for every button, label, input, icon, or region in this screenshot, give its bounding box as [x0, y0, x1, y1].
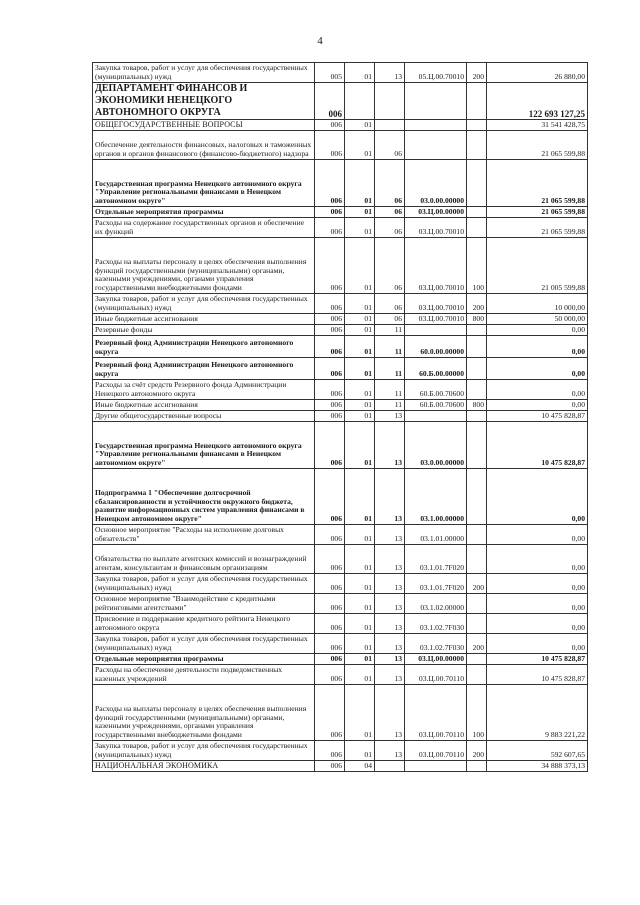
expense-type-cell: 800 [467, 400, 487, 411]
amount-cell: 0,00 [487, 325, 588, 336]
ved-code-cell: 006 [315, 336, 345, 358]
amount-cell: 0,00 [487, 400, 588, 411]
row-name-cell: Иные бюджетные ассигнования [93, 400, 315, 411]
table-row [93, 614, 588, 634]
amount-cell: 10 475 828,87 [487, 654, 588, 665]
amount-cell: 50 000,00 [487, 314, 588, 325]
ved-code-cell: 006 [315, 685, 345, 741]
ved-code-cell: 006 [315, 120, 345, 131]
table-row [93, 422, 588, 469]
amount-cell: 34 888 373,13 [487, 761, 588, 772]
section-code-cell: 01 [345, 685, 375, 741]
expense-type-cell [467, 594, 487, 614]
target-article-cell: 03.Ц.00.70110 [405, 685, 467, 741]
table-row [93, 545, 588, 574]
table-row [93, 325, 588, 336]
section-code-cell [345, 83, 375, 120]
ved-code-cell: 006 [315, 207, 345, 218]
target-article-cell: 03.0.00.00000 [405, 422, 467, 469]
ved-code-cell: 006 [315, 469, 345, 525]
row-name-cell: Резервные фонды [93, 325, 315, 336]
section-code-cell: 01 [345, 525, 375, 545]
amount-cell: 0,00 [487, 380, 588, 400]
amount-cell: 0,00 [487, 525, 588, 545]
target-article-cell: 03.Ц.00.00000 [405, 654, 467, 665]
expense-type-cell [467, 422, 487, 469]
expense-type-cell [467, 358, 487, 380]
expense-type-cell: 800 [467, 314, 487, 325]
table-row [93, 294, 588, 314]
target-article-cell: 03.1.00.00000 [405, 469, 467, 525]
target-article-cell: 03.1.02.7F030 [405, 614, 467, 634]
row-name-cell: Обязательства по выплате агентских комиссий и вознаграждений агентам, консультантам и финансовым организациям [93, 545, 315, 574]
row-name-cell: Основное мероприятие "Расходы на исполнение долговых обязательств" [93, 525, 315, 545]
row-name-cell: Резервный фонд Администрации Ненецкого автономного округа [93, 358, 315, 380]
row-name-cell: ДЕПАРТАМЕНТ ФИНАНСОВ И ЭКОНОМИКИ НЕНЕЦКОГО АВТОНОМНОГО ОКРУГА [93, 83, 315, 120]
row-name-cell: Другие общегосударственные вопросы [93, 411, 315, 422]
table-row [93, 218, 588, 238]
table-row [93, 525, 588, 545]
table-row [93, 83, 588, 120]
target-article-cell [405, 83, 467, 120]
ved-code-cell: 006 [315, 358, 345, 380]
amount-cell: 10 000,00 [487, 294, 588, 314]
table-row [93, 665, 588, 685]
amount-cell: 21 065 599,88 [487, 207, 588, 218]
subsection-code-cell: 06 [375, 131, 405, 160]
expense-type-cell [467, 218, 487, 238]
row-name-cell: Государственная программа Ненецкого автономного округа "Управление региональными финансами в Ненецком автономном округе" [93, 160, 315, 207]
subsection-code-cell: 13 [375, 685, 405, 741]
expense-type-cell [467, 665, 487, 685]
section-code-cell: 01 [345, 63, 375, 83]
target-article-cell: 60.Б.00.70600 [405, 400, 467, 411]
amount-cell: 21 005 599,88 [487, 238, 588, 294]
section-code-cell: 01 [345, 131, 375, 160]
row-name-cell: Государственная программа Ненецкого автономного округа "Управление региональными финансами в Ненецком автономном округе" [93, 422, 315, 469]
subsection-code-cell: 06 [375, 294, 405, 314]
target-article-cell: 03.Ц.00.00000 [405, 207, 467, 218]
table-row [93, 741, 588, 761]
subsection-code-cell: 13 [375, 654, 405, 665]
expense-type-cell: 100 [467, 685, 487, 741]
subsection-code-cell: 13 [375, 525, 405, 545]
expense-type-cell [467, 207, 487, 218]
row-name-cell: Закупка товаров, работ и услуг для обеспечения государственных (муниципальных) нужд [93, 574, 315, 594]
section-code-cell: 01 [345, 325, 375, 336]
target-article-cell: 60.Б.00.00000 [405, 358, 467, 380]
expense-type-cell [467, 325, 487, 336]
amount-cell: 122 693 127,25 [487, 83, 588, 120]
subsection-code-cell: 06 [375, 218, 405, 238]
table-row [93, 411, 588, 422]
amount-cell: 10 475 828,87 [487, 422, 588, 469]
table-row [93, 400, 588, 411]
section-code-cell: 01 [345, 160, 375, 207]
section-code-cell: 01 [345, 594, 375, 614]
ved-code-cell: 006 [315, 614, 345, 634]
section-code-cell: 01 [345, 358, 375, 380]
subsection-code-cell: 13 [375, 634, 405, 654]
table-row [93, 336, 588, 358]
target-article-cell: 03.1.02.7F030 [405, 634, 467, 654]
section-code-cell: 01 [345, 634, 375, 654]
target-article-cell: 05.Ц.00.70010 [405, 63, 467, 83]
ved-code-cell: 006 [315, 238, 345, 294]
amount-cell: 0,00 [487, 336, 588, 358]
expense-type-cell [467, 614, 487, 634]
section-code-cell: 01 [345, 120, 375, 131]
row-name-cell: Расходы на обеспечение деятельности подведомственных казенных учреждений [93, 665, 315, 685]
section-code-cell: 01 [345, 545, 375, 574]
target-article-cell: 03.Ц.00.70110 [405, 741, 467, 761]
section-code-cell: 01 [345, 469, 375, 525]
amount-cell: 26 880,00 [487, 63, 588, 83]
ved-code-cell: 006 [315, 741, 345, 761]
section-code-cell: 01 [345, 314, 375, 325]
ved-code-cell: 006 [315, 131, 345, 160]
expense-type-cell [467, 120, 487, 131]
ved-code-cell: 006 [315, 325, 345, 336]
amount-cell: 10 475 828,87 [487, 665, 588, 685]
target-article-cell [405, 761, 467, 772]
target-article-cell: 03.1.01.7F020 [405, 574, 467, 594]
ved-code-cell: 006 [315, 594, 345, 614]
table-row [93, 685, 588, 741]
target-article-cell [405, 131, 467, 160]
table-row [93, 380, 588, 400]
amount-cell: 9 883 221,22 [487, 685, 588, 741]
target-article-cell [405, 325, 467, 336]
table-row [93, 120, 588, 131]
amount-cell: 0,00 [487, 545, 588, 574]
table-row [93, 761, 588, 772]
table-row [93, 574, 588, 594]
page-number: 4 [317, 35, 323, 47]
section-code-cell: 01 [345, 207, 375, 218]
expense-type-cell [467, 654, 487, 665]
amount-cell: 0,00 [487, 634, 588, 654]
target-article-cell: 03.Ц.00.70010 [405, 218, 467, 238]
ved-code-cell: 006 [315, 380, 345, 400]
amount-cell: 0,00 [487, 594, 588, 614]
row-name-cell: Отдельные мероприятия программы [93, 207, 315, 218]
subsection-code-cell: 11 [375, 400, 405, 411]
table-row [93, 654, 588, 665]
row-name-cell: ОБЩЕГОСУДАРСТВЕННЫЕ ВОПРОСЫ [93, 120, 315, 131]
row-name-cell: Расходы на выплаты персоналу в целях обеспечения выполнения функций государственными (муниципальными) органами, казенными учреждениями, органами управления государственными внебюджетными фондами [93, 238, 315, 294]
row-name-cell: Основное мероприятие "Взаимодействие с кредитными рейтинговыми агентствами" [93, 594, 315, 614]
subsection-code-cell [375, 83, 405, 120]
amount-cell: 10 475 828,87 [487, 411, 588, 422]
ved-code-cell: 006 [315, 525, 345, 545]
row-name-cell: Подпрограмма 1 "Обеспечение долгосрочной сбалансированности и устойчивости окружного бюджета, развитие информационных систем управления финансами в Ненецком автономном округе" [93, 469, 315, 525]
expense-type-cell: 100 [467, 238, 487, 294]
expense-type-cell [467, 525, 487, 545]
expense-type-cell [467, 761, 487, 772]
row-name-cell: Иные бюджетные ассигнования [93, 314, 315, 325]
section-code-cell: 01 [345, 218, 375, 238]
amount-cell: 21 065 599,88 [487, 160, 588, 207]
ved-code-cell: 006 [315, 411, 345, 422]
amount-cell: 592 607,65 [487, 741, 588, 761]
subsection-code-cell: 11 [375, 380, 405, 400]
ved-code-cell: 006 [315, 665, 345, 685]
target-article-cell: 03.1.01.7F020 [405, 545, 467, 574]
ved-code-cell: 006 [315, 400, 345, 411]
subsection-code-cell: 13 [375, 665, 405, 685]
row-name-cell: Обеспечение деятельности финансовых, налоговых и таможенных органов и органов финансового (финансово-бюджетного) надзора [93, 131, 315, 160]
expense-type-cell [467, 131, 487, 160]
section-code-cell: 01 [345, 294, 375, 314]
target-article-cell: 03.0.00.00000 [405, 160, 467, 207]
ved-code-cell: 006 [315, 634, 345, 654]
ved-code-cell: 006 [315, 218, 345, 238]
expense-type-cell [467, 160, 487, 207]
amount-cell: 0,00 [487, 574, 588, 594]
table-row [93, 634, 588, 654]
amount-cell: 0,00 [487, 358, 588, 380]
section-code-cell: 01 [345, 238, 375, 294]
expense-type-cell: 200 [467, 634, 487, 654]
target-article-cell: 03.1.02.00000 [405, 594, 467, 614]
target-article-cell: 60.Б.00.70600 [405, 380, 467, 400]
ved-code-cell: 006 [315, 422, 345, 469]
row-name-cell: Расходы на выплаты персоналу в целях обеспечения выполнения функций государственными (муниципальными) органами, казенными учреждениями, органами управления государственными внебюджетными фондами [93, 685, 315, 741]
expense-type-cell [467, 380, 487, 400]
budget-table [92, 62, 588, 772]
table-row [93, 469, 588, 525]
subsection-code-cell: 11 [375, 358, 405, 380]
subsection-code-cell: 06 [375, 160, 405, 207]
row-name-cell: Резервный фонд Администрации Ненецкого автономного округа [93, 336, 315, 358]
row-name-cell: Расходы за счёт средств Резервного фонда Администрации Ненецкого автономного округа [93, 380, 315, 400]
table-row [93, 594, 588, 614]
ved-code-cell: 006 [315, 83, 345, 120]
table-row [93, 358, 588, 380]
ved-code-cell: 006 [315, 294, 345, 314]
amount-cell: 21 065 599,88 [487, 218, 588, 238]
target-article-cell [405, 120, 467, 131]
subsection-code-cell: 13 [375, 469, 405, 525]
row-name-cell: Закупка товаров, работ и услуг для обеспечения государственных (муниципальных) нужд [93, 634, 315, 654]
row-name-cell: НАЦИОНАЛЬНАЯ ЭКОНОМИКА [93, 761, 315, 772]
subsection-code-cell: 11 [375, 325, 405, 336]
subsection-code-cell: 13 [375, 545, 405, 574]
target-article-cell: 03.Ц.00.70110 [405, 665, 467, 685]
table-row [93, 207, 588, 218]
table-row [93, 238, 588, 294]
target-article-cell: 03.Ц.00.70010 [405, 314, 467, 325]
table-row [93, 160, 588, 207]
row-name-cell: Закупка товаров, работ и услуг для обеспечения государственных (муниципальных) нужд [93, 741, 315, 761]
row-name-cell: Отдельные мероприятия программы [93, 654, 315, 665]
subsection-code-cell [375, 761, 405, 772]
subsection-code-cell: 13 [375, 614, 405, 634]
row-name-cell: Закупка товаров, работ и услуг для обеспечения государственных (муниципальных) нужд [93, 294, 315, 314]
section-code-cell: 04 [345, 761, 375, 772]
ved-code-cell: 006 [315, 160, 345, 207]
subsection-code-cell: 13 [375, 63, 405, 83]
table-row [93, 131, 588, 160]
amount-cell: 0,00 [487, 469, 588, 525]
subsection-code-cell: 11 [375, 336, 405, 358]
section-code-cell: 01 [345, 665, 375, 685]
section-code-cell: 01 [345, 380, 375, 400]
section-code-cell: 01 [345, 654, 375, 665]
expense-type-cell [467, 336, 487, 358]
ved-code-cell: 006 [315, 545, 345, 574]
target-article-cell: 60.0.00.00000 [405, 336, 467, 358]
amount-cell: 31 541 428,75 [487, 120, 588, 131]
expense-type-cell [467, 545, 487, 574]
ved-code-cell: 006 [315, 761, 345, 772]
subsection-code-cell [375, 120, 405, 131]
amount-cell: 21 065 599,88 [487, 131, 588, 160]
ved-code-cell: 005 [315, 63, 345, 83]
subsection-code-cell: 13 [375, 422, 405, 469]
ved-code-cell: 006 [315, 574, 345, 594]
subsection-code-cell: 13 [375, 574, 405, 594]
expense-type-cell: 200 [467, 63, 487, 83]
target-article-cell: 03.Ц.00.70010 [405, 238, 467, 294]
row-name-cell: Расходы на содержание государственных органов и обеспечение их функций [93, 218, 315, 238]
section-code-cell: 01 [345, 411, 375, 422]
target-article-cell: 03.Ц.00.70010 [405, 294, 467, 314]
section-code-cell: 01 [345, 741, 375, 761]
row-name-cell: Закупка товаров, работ и услуг для обеспечения государственных (муниципальных) нужд [93, 63, 315, 83]
expense-type-cell: 200 [467, 741, 487, 761]
section-code-cell: 01 [345, 614, 375, 634]
expense-type-cell: 200 [467, 574, 487, 594]
ved-code-cell: 006 [315, 314, 345, 325]
subsection-code-cell: 13 [375, 411, 405, 422]
expense-type-cell: 200 [467, 294, 487, 314]
expense-type-cell [467, 83, 487, 120]
row-name-cell: Присвоение и поддержание кредитного рейтинга Ненецкого автономного округа [93, 614, 315, 634]
section-code-cell: 01 [345, 336, 375, 358]
subsection-code-cell: 06 [375, 314, 405, 325]
amount-cell: 0,00 [487, 614, 588, 634]
ved-code-cell: 006 [315, 654, 345, 665]
section-code-cell: 01 [345, 400, 375, 411]
table-row [93, 314, 588, 325]
subsection-code-cell: 06 [375, 207, 405, 218]
subsection-code-cell: 06 [375, 238, 405, 294]
section-code-cell: 01 [345, 422, 375, 469]
subsection-code-cell: 13 [375, 741, 405, 761]
expense-type-cell [467, 469, 487, 525]
target-article-cell [405, 411, 467, 422]
section-code-cell: 01 [345, 574, 375, 594]
subsection-code-cell: 13 [375, 594, 405, 614]
expense-type-cell [467, 411, 487, 422]
table-row [93, 63, 588, 83]
target-article-cell: 03.1.01.00000 [405, 525, 467, 545]
